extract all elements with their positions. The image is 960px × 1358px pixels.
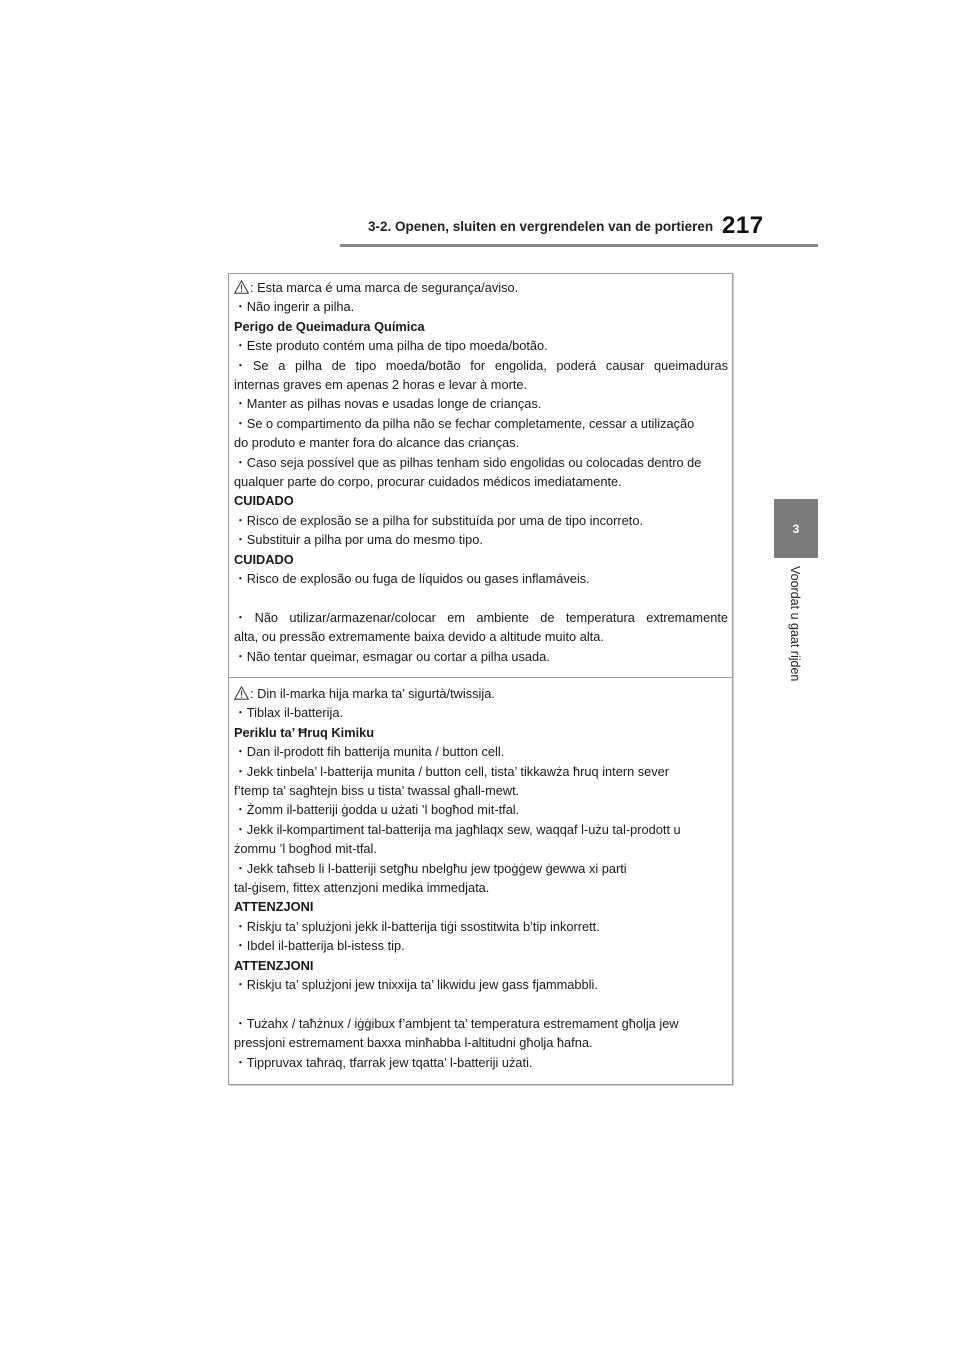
notice-line: ・Não utilizar/armazenar/colocar em ambiente de temperatura extremamente (234, 609, 728, 625)
warning-triangle-icon (234, 686, 249, 700)
notice-line: ・Tużahx / taħżnux / iġġibux f’ambjent ta’ temperatura estremament għolja jew (234, 1015, 679, 1031)
notice-line: ・Caso seja possível que as pilhas tenham sido engolidas ou colocadas dentro de (234, 454, 702, 470)
notice-line: ・Não ingerir a pilha. (234, 299, 355, 315)
notice-heading: CUIDADO (234, 551, 294, 567)
notice-line: ・Risco de explosão ou fuga de líquidos ou gases inflamáveis. (234, 571, 590, 587)
notice-line: ・Se a pilha de tipo moeda/botão for engolida, poderá causar queimaduras (234, 357, 728, 373)
notice-portuguese (234, 278, 728, 666)
notice-intro: : Din il-marka hija marka ta’ sigurtà/twissija. (234, 684, 728, 703)
chapter-tab (774, 499, 818, 558)
notice-line: ・Dan il-prodott fih batterija munita / button cell. (234, 744, 505, 760)
notice-line: qualquer parte do corpo, procurar cuidados médicos imediatamente. (234, 474, 622, 490)
notice-line: ・Ibdel il-batterija bl-istess tip. (234, 938, 405, 954)
notice-line: ・Este produto contém uma pilha de tipo moeda/botão. (234, 338, 548, 354)
notice-heading: Periklu ta’ Ħruq Kimiku (234, 724, 375, 740)
notice-line: pressjoni estremament baxxa minħabba l-altitudni għolja ħafna. (234, 1035, 593, 1051)
notice-line: alta, ou pressão extremamente baixa devido a altitude muito alta. (234, 629, 604, 645)
notice-line: ・Jekk il-kompartiment tal-batterija ma jagħlaqx sew, waqqaf l-użu tal-prodott u (234, 821, 681, 837)
notice-line: ・Riskju ta’ splużjoni jew tnixxija ta’ likwidu jew gass fjammabbli. (234, 977, 598, 993)
notice-line: ・Jekk taħseb li l-batteriji setgħu nbelgħu jew tpoġġew ġewwa xi parti (234, 860, 627, 876)
notice-spacer (234, 995, 728, 1014)
notice-heading: ATTENZJONI (234, 957, 314, 973)
notice-intro: : Esta marca é uma marca de segurança/aviso. (234, 278, 728, 297)
notice-maltese (234, 684, 728, 1072)
notice-line: żommu ’l bogħod mit-tfal. (234, 841, 377, 857)
section-title: 3-2. Openen, sluiten en vergrendelen van de portieren (368, 219, 714, 234)
notice-line: ・Manter as pilhas novas e usadas longe de crianças. (234, 396, 542, 412)
notice-line: tal-ġisem, fittex attenzjoni medika immedjata. (234, 880, 490, 896)
notice-line: ・Substituir a pilha por uma do mesmo tipo. (234, 532, 483, 548)
chapter-number: 3 (792, 521, 800, 536)
notice-line: do produto e manter fora do alcance das crianças. (234, 435, 520, 451)
notice-line: ・Riskju ta’ splużjoni jekk il-batterija tiġi ssostitwita b’tip inkorrett. (234, 918, 600, 934)
notice-heading: Perigo de Queimadura Química (234, 318, 425, 334)
notice-line: internas graves em apenas 2 horas e levar à morte. (234, 377, 528, 393)
notice-line: ・Jekk tinbela’ l-batterija munita / button cell, tista’ tikkawża ħruq intern sever (234, 763, 670, 779)
language-divider (228, 677, 733, 678)
notice-line: ・Tiblax il-batterija. (234, 705, 344, 721)
warning-triangle-icon (234, 280, 249, 294)
notice-spacer (234, 588, 728, 607)
notice-line: ・Risco de explosão se a pilha for substituída por uma de tipo incorreto. (234, 512, 644, 528)
notice-heading: ATTENZJONI (234, 899, 314, 915)
chapter-title: Voordat u gaat rijden (788, 566, 802, 682)
header-rule (340, 244, 818, 247)
notice-line: ・Não tentar queimar, esmagar ou cortar a pilha usada. (234, 648, 550, 664)
notice-heading: CUIDADO (234, 493, 294, 509)
notice-line: ・Żomm il-batteriji ġodda u użati ’l bogħod mit-tfal. (234, 802, 520, 818)
notice-line: ・Se o compartimento da pilha não se fechar completamente, cessar a utilização (234, 415, 695, 431)
notice-line: f’temp ta’ sagħtejn biss u tista’ twassal għall-mewt. (234, 783, 520, 799)
page-number: 217 (722, 212, 764, 239)
notice-line: ・Tippruvax taħraq, tfarrak jew tqatta’ l-batteriji użati. (234, 1054, 533, 1070)
